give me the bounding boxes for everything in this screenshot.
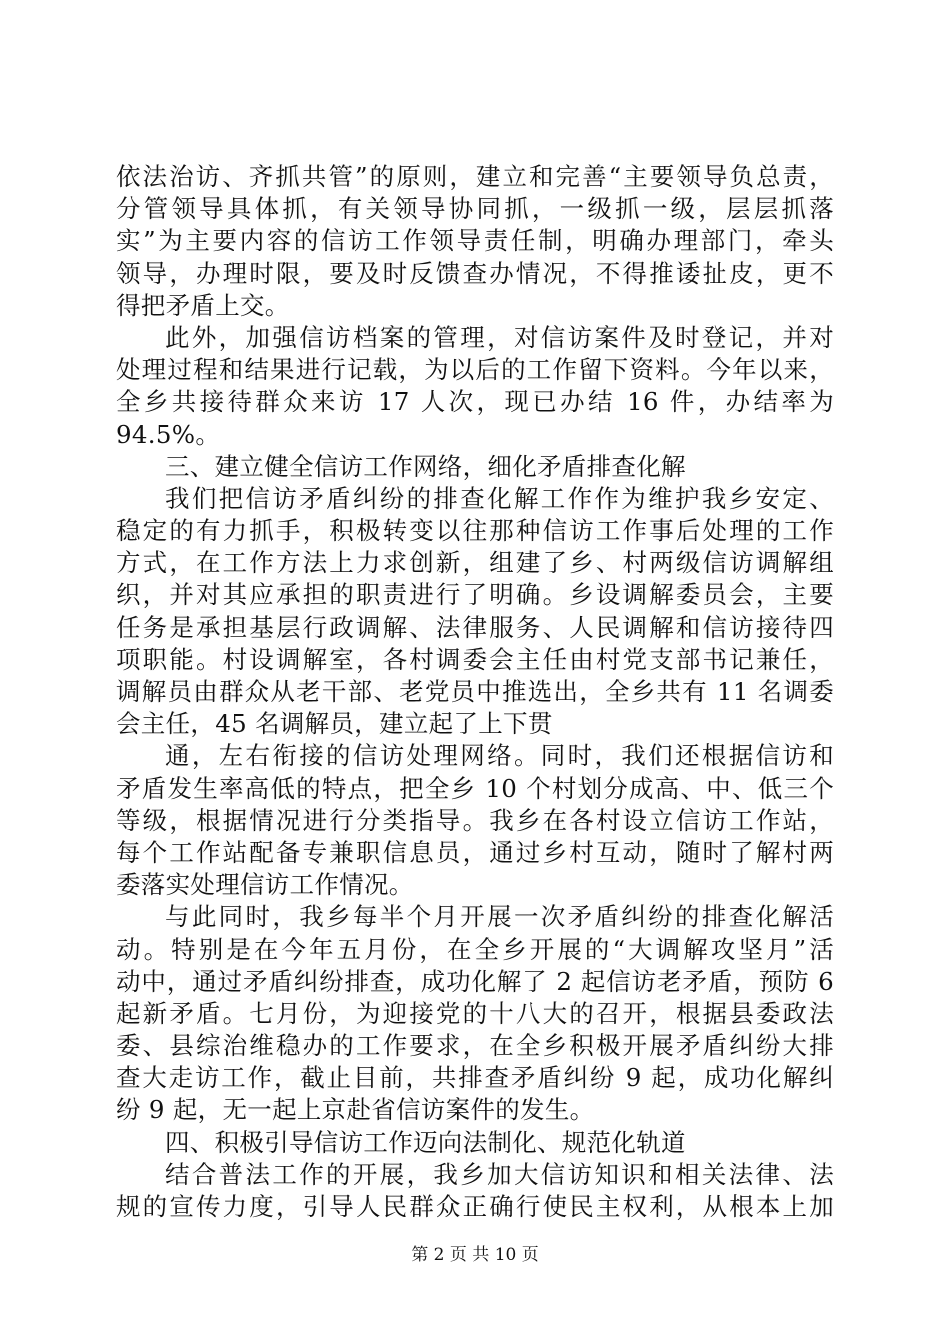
text-line: 依法治访、齐抓共管”的原则，建立和完善“主要领导负总责， xyxy=(116,162,834,191)
text-line: 处理过程和结果进行记载，为以后的工作留下资料。今年以来， xyxy=(116,355,834,385)
text-line: 实”为主要内容的信访工作领导责任制，明确办理部门，牵头 xyxy=(116,226,834,256)
text-line: 任务是承担基层行政调解、法律服务、人民调解和信访接待四 xyxy=(116,612,834,642)
text-line: 通，左右衔接的信访处理网络。同时，我们还根据信访和 xyxy=(165,741,834,771)
text-line: 四、积极引导信访工作迈向法制化、规范化轨道 xyxy=(165,1127,686,1157)
text-line: 调解员由群众从老干部、老党员中推选出，全乡共有 11 名调委 xyxy=(116,677,834,706)
text-line: 领导，办理时限，要及时反馈查办情况，不得推诿扯皮，更不 xyxy=(116,258,834,288)
text-line: 矛盾发生率高低的特点，把全乡 10 个村划分成高、中、低三个 xyxy=(116,773,834,803)
text-line: 动。特别是在今年五月份，在全乡开展的“大调解攻坚月”活 xyxy=(116,934,834,964)
text-line: 94.5%。 xyxy=(116,419,221,449)
text-line: 方式，在工作方法上力求创新，组建了乡、村两级信访调解组 xyxy=(116,548,834,578)
text-line: 得把矛盾上交。 xyxy=(116,290,290,320)
text-line: 稳定的有力抓手，积极转变以往那种信访工作事后处理的工作 xyxy=(116,516,834,546)
text-line: 等级，根据情况进行分类指导。我乡在各村设立信访工作站， xyxy=(116,805,834,835)
text-line: 全乡共接待群众来访 17 人次，现已办结 16 件，办结率为 xyxy=(116,387,834,417)
text-line: 查大走访工作，截止目前，共排查矛盾纠纷 9 起，成功化解纠 xyxy=(116,1063,834,1093)
text-line: 委、县综治维稳办的工作要求，在全乡积极开展矛盾纠纷大排 xyxy=(116,1031,834,1061)
text-line: 三、建立健全信访工作网络，细化矛盾排查化解 xyxy=(165,451,686,481)
text-line: 分管领导具体抓，有关领导协同抓，一级抓一级，层层抓落 xyxy=(116,194,834,224)
text-line: 会主任，45 名调解员，建立起了上下贯 xyxy=(116,709,553,739)
page-number-footer: 第 2 页 共 10 页 xyxy=(411,1245,539,1265)
text-line: 起新矛盾。七月份，为迎接党的十八大的召开，根据县委政法 xyxy=(116,998,834,1028)
document-body xyxy=(116,161,834,1223)
text-line: 我们把信访矛盾纠纷的排查化解工作作为维护我乡安定、 xyxy=(165,483,834,513)
text-line: 此外，加强信访档案的管理，对信访案件及时登记，并对 xyxy=(165,322,834,352)
text-line: 规的宣传力度，引导人民群众正确行使民主权利，从根本上加 xyxy=(116,1192,834,1221)
text-line: 纷 9 起，无一起上京赴省信访案件的发生。 xyxy=(116,1095,595,1125)
text-line: 项职能。村设调解室，各村调委会主任由村党支部书记兼任， xyxy=(116,644,834,674)
text-line: 每个工作站配备专兼职信息员，通过乡村互动，随时了解村两 xyxy=(116,837,834,867)
text-line: 结合普法工作的开展，我乡加大信访知识和相关法律、法 xyxy=(165,1159,834,1189)
text-line: 委落实处理信访工作情况。 xyxy=(116,870,414,900)
text-line: 与此同时，我乡每半个月开展一次矛盾纠纷的排查化解活 xyxy=(165,902,834,932)
text-line: 织，并对其应承担的职责进行了明确。乡设调解委员会，主要 xyxy=(116,580,834,610)
text-line: 动中，通过矛盾纠纷排查，成功化解了 2 起信访老矛盾，预防 6 xyxy=(116,966,834,996)
